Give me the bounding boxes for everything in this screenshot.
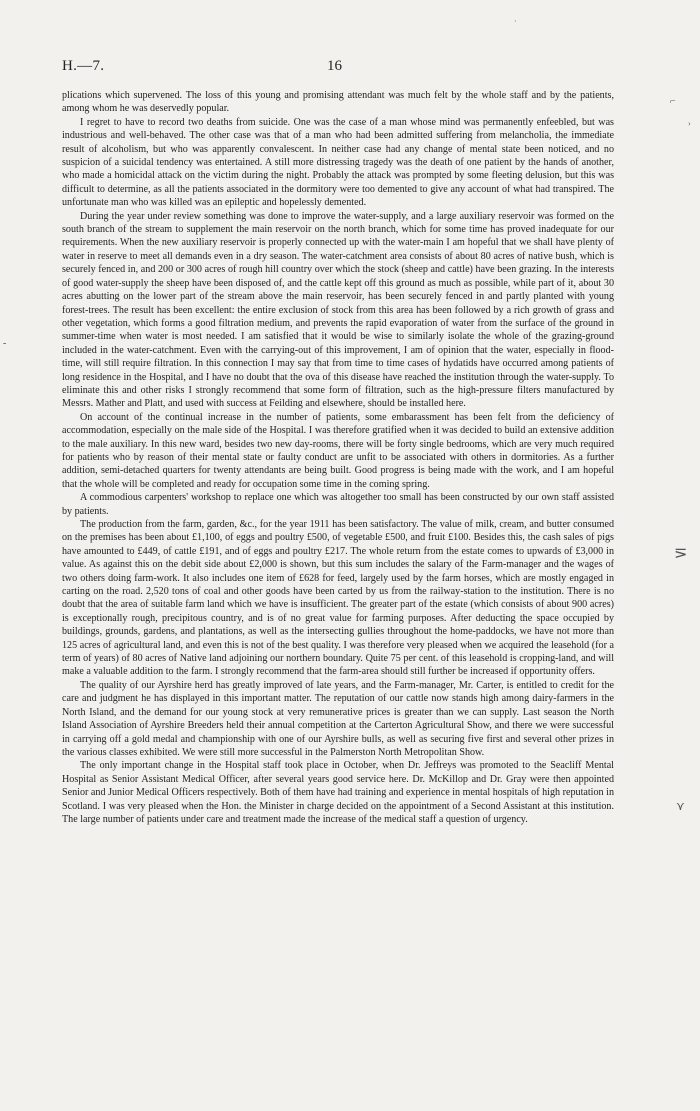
page-header bbox=[0, 58, 700, 78]
paragraph-farm-production: The production from the farm, garden, &c., for the year 1911 has been satisfactory. The value of milk, cream, and butter consumed on the premises has been about £1,100, of eggs and poultry £500, of vegetable £500, and fruit £100. Besides this, the cash sales of pigs have amounted to £449, of cattle £191, and of eggs and poultry £217. The whole return from the estate comes to upwards of £3,000 in value. As against this on the debit side about £2,000 is shown, but this sum includes the salary of the Farm-manager and the wages of two others doing farm-work. It also includes one item of £628 for feed, largely used by the farm horses, which are mostly engaged in carting on the road. 2,520 tons of coal and other goods have been carted by us from the railway-station to the institution. There is no doubt that the area of suitable farm land which we have is insufficient. The greater part of the estate (which consists of about 900 acres) is exceptionally rough, precipitous country, and is of no great value for farming purposes. After deducting the space occupied by buildings, grounds, gardens, and plantations, as well as the intersecting gullies throughout the home-paddocks, we have not more than 125 acres of agricultural land, and even this is not of the best quality. I was therefore very pleased when we acquired the leasehold (for a term of years) of 80 acres of Native land adjoining our northern boundary. Quite 75 per cent. of this leasehold is cropping-land, and will make a valuable addition to the farm. I strongly recommend that the farm-area should still further be increased if opportunity offers. bbox=[62, 519, 614, 678]
margin-mark-right-low: ⋎ bbox=[676, 799, 685, 813]
margin-mark-left: - bbox=[3, 338, 7, 349]
paragraph-water-supply: During the year under review something was done to improve the water-supply, and a large auxiliary reservoir was formed on the south branch of the stream to supplement the main reservoir on the north branch, which for some time has proved inadequate for our requirements. When the new auxiliary reservoir is properly connected up with the water-main I am hopeful that we shall have plenty of water in reserve to meet all demands even in a dry season. The water-catchment area consists of about 80 acres of native bush, which is securely fenced in, and 200 or 300 acres of rough hill country over which the stock (sheep and cattle) have been grazing. In the interests of good water-supply the sheep have been disposed of, and the cattle kept off this ground as much as possible, while part of it, about 30 acres abutting on the lower part of the stream above the main reservoir, has been securely fenced in and partly planted with young forest-trees. The result has been excellent: the entire exclusion of stock from this area has been followed by a rich growth of grass and other vegetation, which forms a good filtration medium, and prevents the rapid evaporation of water from the surface of the ground in summer-time when water is most needed. I am satisfied that it would be wise to similarly isolate the whole of the grazing-ground included in the water-catchment. Even with the carrying-out of this improvement, I am of opinion that the water, especially in flood-time, will still require filtration. In this connection I may say that from time to time cases of hydatids have occurred among patients of long residence in the Hospital, and I have no doubt that the ova of this disease have reached the institution through the water-supply. To eliminate this and other risks I strongly recommend that some form of filtration, such as the high-pressure filters manufactured by Messrs. Mather and Platt, and used with success at Feilding and elsewhere, should be installed here. bbox=[62, 210, 614, 410]
paragraph-workshop: A commodious carpenters' workshop to replace one which was altogether too small has been constructed by our own staff assisted by patients. bbox=[62, 492, 614, 517]
paragraph-staff-changes: The only important change in the Hospital staff took place in October, when Dr. Jeffreys was promoted to the Seacliff Mental Hospital as Senior Assistant Medical Officer, after several years good service here. Dr. McKillop and Dr. Gray were then appointed Senior and Junior Medical Officers respectively. Both of them have had training and experience in mental hospitals of high reputation in Scotland. I was very pleased when the Hon. the Minister in charge decided on the appointment of a Second Assistant at this institution. The large number of patients under care and treatment made the increase of the medical staff a question of urgency. bbox=[62, 760, 614, 825]
margin-mark-top-dot: · bbox=[514, 17, 517, 26]
paragraph-ayrshire-herd: The quality of our Ayrshire herd has greatly improved of late years, and the Farm-manager, Mr. Carter, is entitled to credit for the care and judgment he has displayed in this important matter. The reputation of our cattle now stands high among dairy-farmers in the North Island, and the demand for our young stock at very remunerative prices is greater than we can supply. Last season the North Island Association of Ayrshire Breeders held their annual competition at the Carterton Agricultural Show, and there we were successful in carrying off a gold medal and championship with one of our Ayrshire bulls, as well as securing five first and several other prizes in the various classes exhibited. We were still more successful in the Palmerston North Metropolitan Show. bbox=[62, 679, 614, 758]
margin-mark-right-mid: ⋝ bbox=[674, 545, 688, 562]
page-number: 16 bbox=[327, 58, 342, 74]
paragraph-accommodation: On account of the continual increase in the number of patients, some embarassment has been felt from the deficiency of accommodation, especially on the male side of the Hospital. I was therefore gratified when it was decided to build an extensive addition to the male auxiliary. In this new ward, besides two new day-rooms, there will be forty single bedrooms, which are very much required for patients who by reason of their mental state or faulty conduct are unfit to be associated with others in dormitories. As a further addition, semi-detached quarters for twenty attendants are being built. Good progress is being made with the work, and I am hopeful that the whole will be completed and ready for occupation some time in the coming spring. bbox=[62, 411, 614, 490]
document-reference: H.—7. bbox=[62, 58, 105, 74]
paragraph-attendant-loss: plications which supervened. The loss of this young and promising attendant was much felt by the whole staff and by the patients, among whom he was deservedly popular. bbox=[62, 90, 614, 115]
margin-mark-right-small: › bbox=[688, 119, 691, 128]
document-body bbox=[62, 89, 614, 826]
paragraph-suicides: I regret to have to record two deaths from suicide. One was the case of a man whose mind was permanently enfeebled, but was industrious and well-behaved. The other case was that of a man who had been admitted suffering from melancholia, the immediate result of alcoholism, but who was apparently convalescent. In neither case had any change of mental state been noticed, and no suspicion of a suicidal tendency was entertained. A still more distressing tragedy was the death of one patient by the hands of another, who made a homicidal attack on the victim during the night. Probably the attack was prompted by some fleeting delusion, but this was difficult to determine, as all the patients associated in the dormitory were too demented to give any account of what had transpired. The unfortunate man who was killed was an epileptic and hopelessly demented. bbox=[62, 116, 614, 209]
margin-mark-top-right: ⌐ bbox=[670, 96, 676, 107]
